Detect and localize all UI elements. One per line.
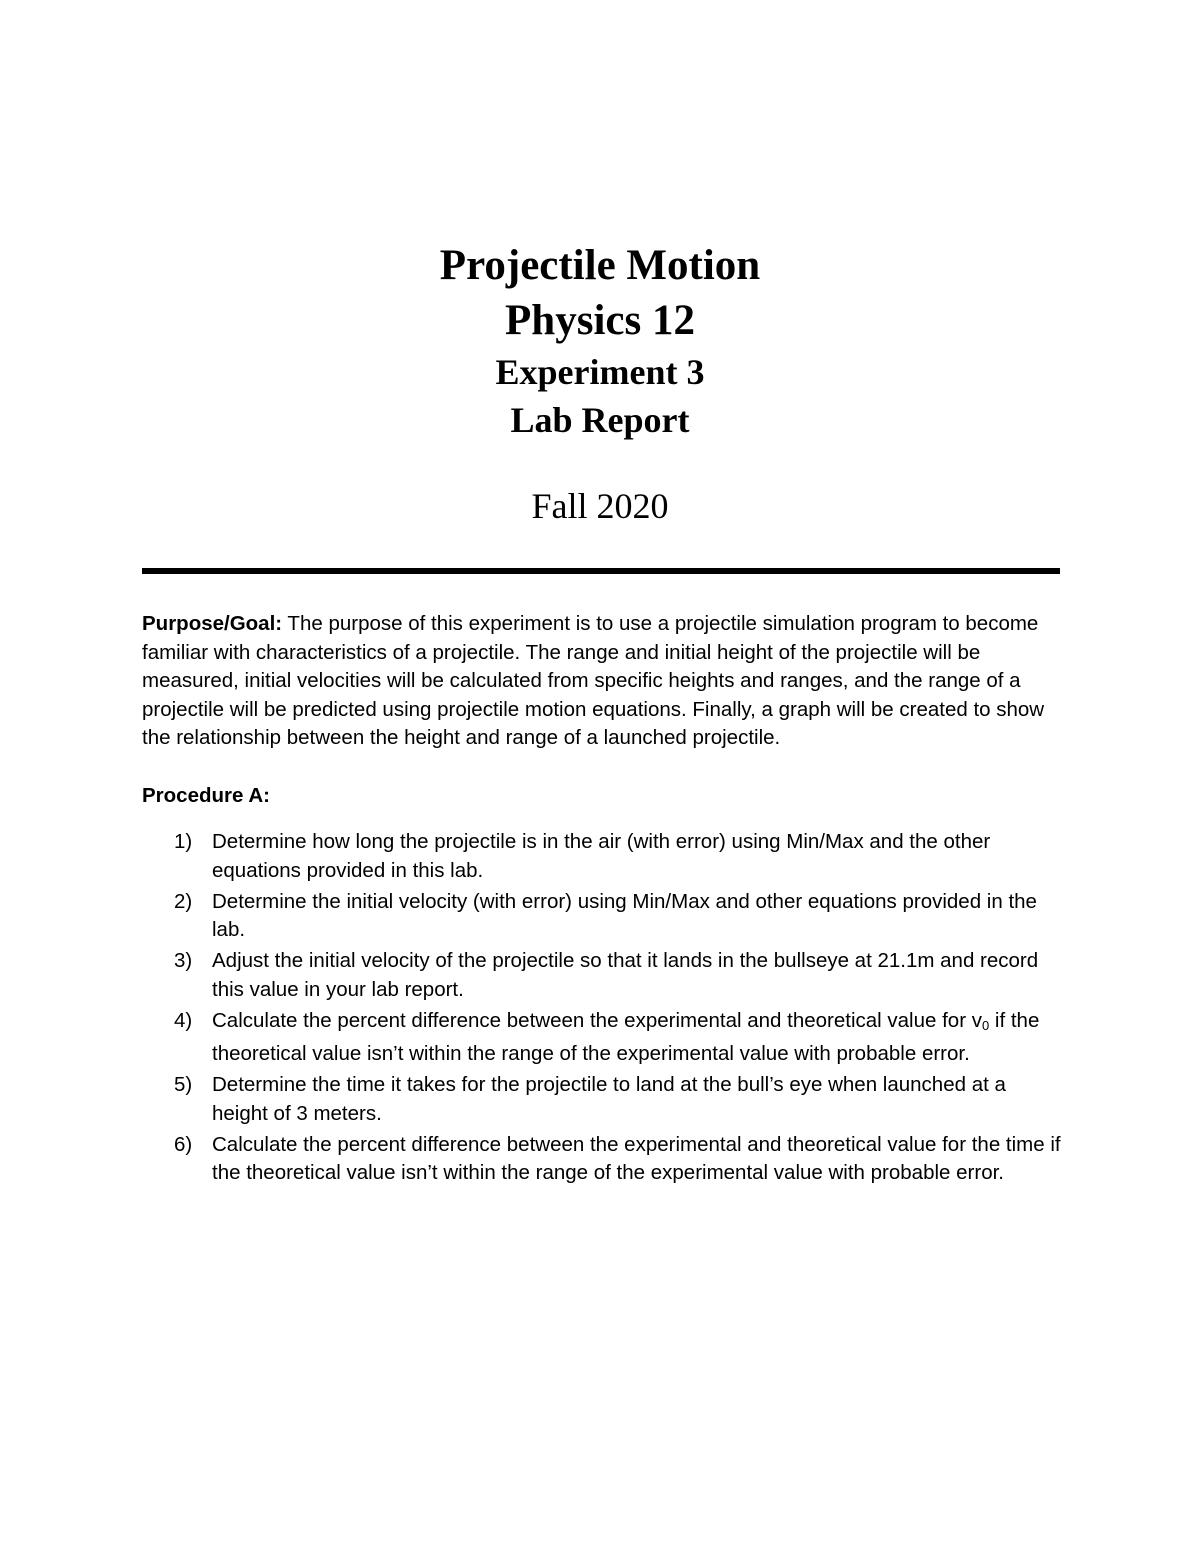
- step-number: 2): [174, 889, 193, 913]
- purpose-label: Purpose/Goal:: [142, 612, 283, 635]
- step-text: Calculate the percent difference between the experimental and theoretical value for the time if the theoretical value isn’t within the range of the experimental value with probable error.: [212, 1132, 1061, 1184]
- report-type: Lab Report: [510, 400, 690, 440]
- title-block: [0, 238, 1200, 530]
- procedure-step: [142, 1131, 1062, 1188]
- purpose-text: The purpose of this experiment is to use a projectile simulation program to become familiar with characteristics of a projectile. The range and initial height of the projectile will be measured, initial velocities will be calculated from specific heights and ranges, and the range of a projectile will be predicted using projectile motion equations. Finally, a graph will be created to show the relationship between the height and range of a launched projectile.: [142, 612, 1045, 749]
- procedure-step: [142, 1007, 1062, 1069]
- procedure-step: [142, 947, 1062, 1004]
- procedure-heading: Procedure A:: [142, 784, 270, 807]
- step-number: 6): [174, 1132, 193, 1156]
- step-number: 3): [174, 949, 193, 972]
- term: Fall 2020: [531, 486, 669, 526]
- subscript: 0: [981, 1017, 990, 1033]
- step-text: [212, 1009, 1039, 1066]
- procedure-step: [142, 888, 1062, 945]
- experiment-number: Experiment 3: [495, 352, 705, 392]
- step-text: Adjust the initial velocity of the projectile so that it lands in the bullseye at 21.1m and record this value in your lab report.: [212, 949, 1039, 1001]
- step-text: Determine the time it takes for the projectile to land at the bull’s eye when launched at a height of 3 meters.: [212, 1073, 1006, 1125]
- procedure-steps: [142, 828, 1062, 1190]
- document-title: Projectile Motion: [439, 242, 761, 289]
- step-text: Determine how long the projectile is in the air (with error) using Min/Max and the other equations provided in this lab.: [212, 830, 991, 882]
- step-number: 5): [174, 1073, 193, 1096]
- procedure-step: [142, 1071, 1062, 1128]
- step-number: 4): [174, 1008, 193, 1032]
- step-text-part: if the theoretical value isn’t within the range of the experimental value with probable error.: [212, 1008, 1040, 1065]
- step-text-part: Calculate the percent difference between the experimental and theoretical value for v: [212, 1008, 982, 1032]
- step-text: Determine the initial velocity (with error) using Min/Max and other equations provided in the lab.: [212, 889, 1037, 941]
- procedure-step: [142, 828, 1062, 885]
- purpose-paragraph: [142, 610, 1062, 753]
- course-name: Physics 12: [505, 297, 695, 344]
- horizontal-divider: [142, 568, 1060, 574]
- step-number: 1): [174, 830, 193, 853]
